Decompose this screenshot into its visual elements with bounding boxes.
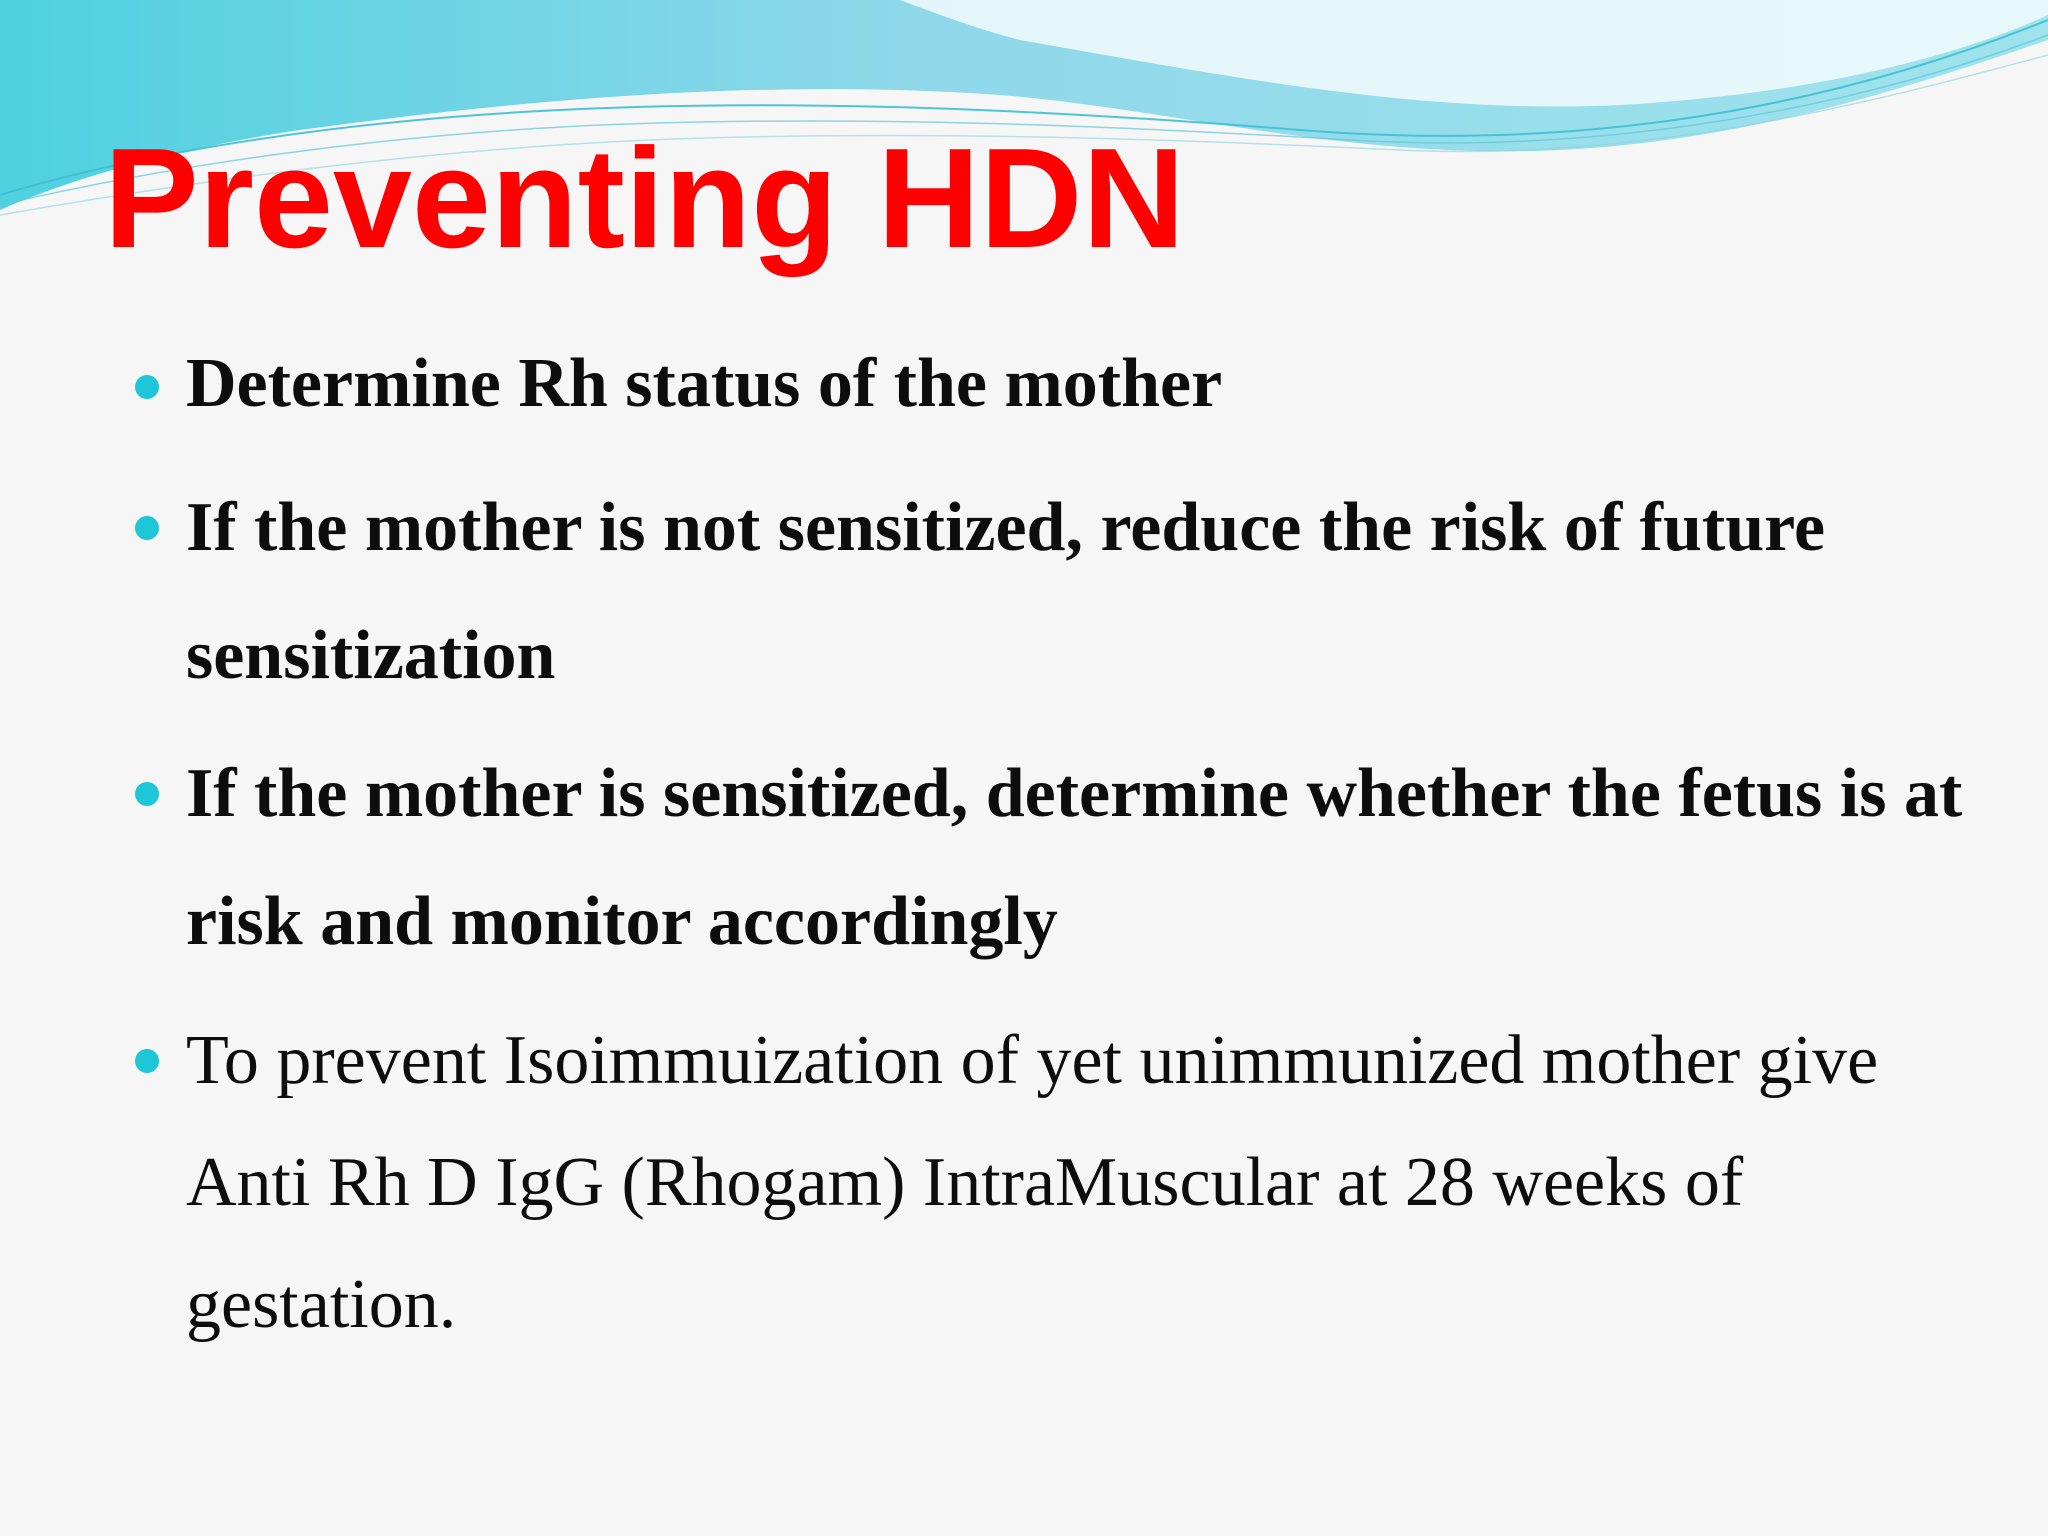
bullet-text: If the mother is sensitized, determine whether the fetus is at risk and monitor accordingly: [186, 755, 1963, 960]
bullet-dot-icon: [135, 375, 159, 399]
bullet-text: If the mother is not sensitized, reduce the risk of future sensitization: [186, 489, 1826, 694]
bullet-dot-icon: [135, 782, 159, 806]
slide-title: Preventing HDN: [104, 119, 1185, 278]
bullet-dot-icon: [135, 516, 159, 540]
bullet-text: Determine Rh status of the mother: [186, 345, 1223, 422]
bullet-dot-icon: [135, 1049, 159, 1073]
bullet-text: To prevent Isoimmuization of yet unimmunized mother give Anti Rh D IgG (Rhogam) IntraMuscular at 28 weeks of gestation.: [186, 1022, 1879, 1343]
